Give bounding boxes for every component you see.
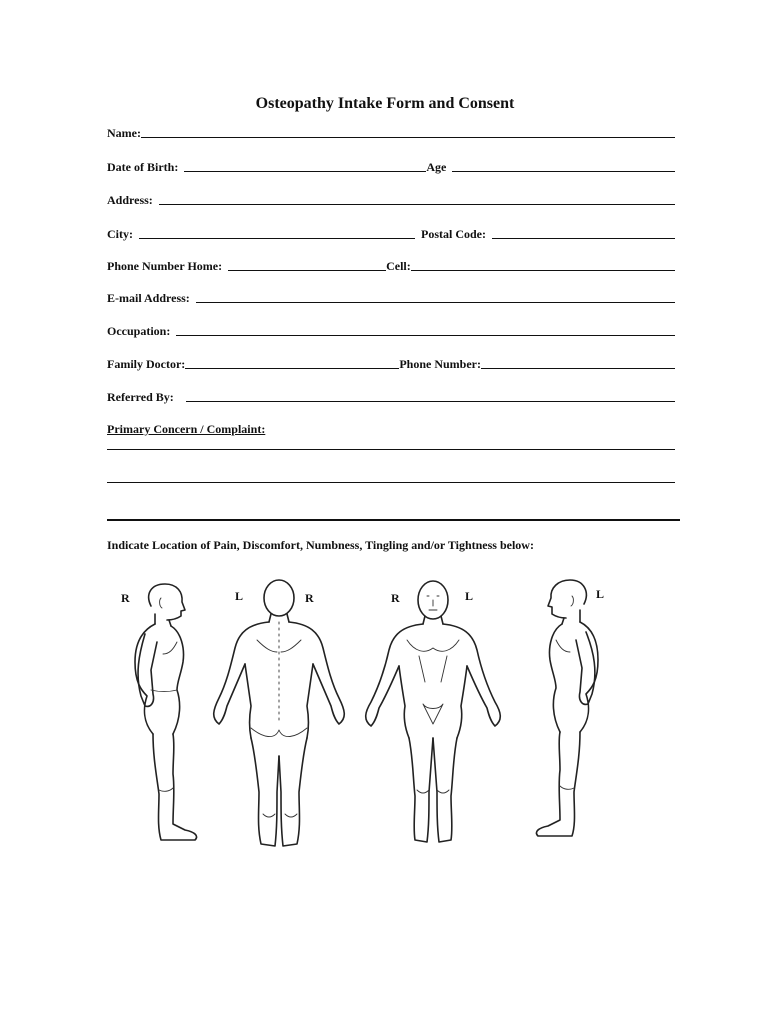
city-field[interactable]: [139, 236, 415, 239]
label-r-side-profile: R: [121, 591, 130, 605]
label-r-back: R: [305, 591, 314, 605]
primary-concern-label: Primary Concern / Complaint:: [107, 422, 266, 436]
age-label: Age: [426, 160, 447, 174]
address-label: Address:: [107, 193, 153, 207]
occupation-field[interactable]: [176, 333, 675, 336]
name-label: Name:: [107, 126, 141, 140]
doctor-phone-label: Phone Number:: [399, 357, 481, 371]
body-right-profile-figure[interactable]: [115, 578, 215, 850]
email-field[interactable]: [196, 300, 675, 303]
postal-code-field[interactable]: [492, 236, 675, 239]
body-front-figure[interactable]: [357, 578, 512, 850]
address-field[interactable]: [159, 202, 675, 205]
dob-label: Date of Birth:: [107, 160, 179, 174]
referred-by-row: [107, 388, 675, 406]
referred-by-label: Referred By:: [107, 390, 174, 404]
phone-row: [107, 257, 675, 275]
family-doctor-label: Family Doctor:: [107, 357, 186, 371]
phone-home-label: Phone Number Home:: [107, 259, 223, 273]
occupation-label: Occupation:: [107, 324, 171, 338]
cell-label: Cell:: [386, 259, 411, 273]
email-label: E-mail Address:: [107, 291, 190, 305]
postal-code-label: Postal Code:: [421, 227, 486, 241]
concern-line-2[interactable]: [107, 482, 675, 483]
label-l-back: L: [235, 589, 244, 603]
label-l-side-profile: L: [596, 587, 605, 601]
age-field[interactable]: [452, 169, 675, 172]
email-row: [107, 289, 675, 307]
address-row: [107, 191, 675, 209]
pain-instructions: Indicate Location of Pain, Discomfort, Numbness, Tingling and/or Tightness below:: [107, 538, 534, 552]
page-title: Osteopathy Intake Form and Consent: [255, 95, 515, 112]
phone-home-field[interactable]: [228, 268, 386, 271]
family-doctor-row: [107, 355, 675, 373]
referred-by-field[interactable]: [186, 399, 675, 402]
dob-field[interactable]: [184, 169, 426, 172]
body-left-profile-figure[interactable]: [528, 574, 618, 846]
concern-line-1[interactable]: [107, 449, 675, 450]
section-divider: [107, 519, 680, 521]
doctor-phone-field[interactable]: [481, 366, 675, 369]
label-l-front: L: [465, 589, 474, 603]
occupation-row: [107, 322, 675, 340]
name-field[interactable]: [141, 135, 675, 138]
body-back-figure[interactable]: [205, 578, 355, 854]
city-row: [107, 225, 675, 243]
name-row: [107, 124, 675, 142]
family-doctor-field[interactable]: [185, 366, 399, 369]
cell-field[interactable]: [411, 268, 675, 271]
dob-row: [107, 158, 675, 176]
label-r-front: R: [391, 591, 400, 605]
city-label: City:: [107, 227, 133, 241]
